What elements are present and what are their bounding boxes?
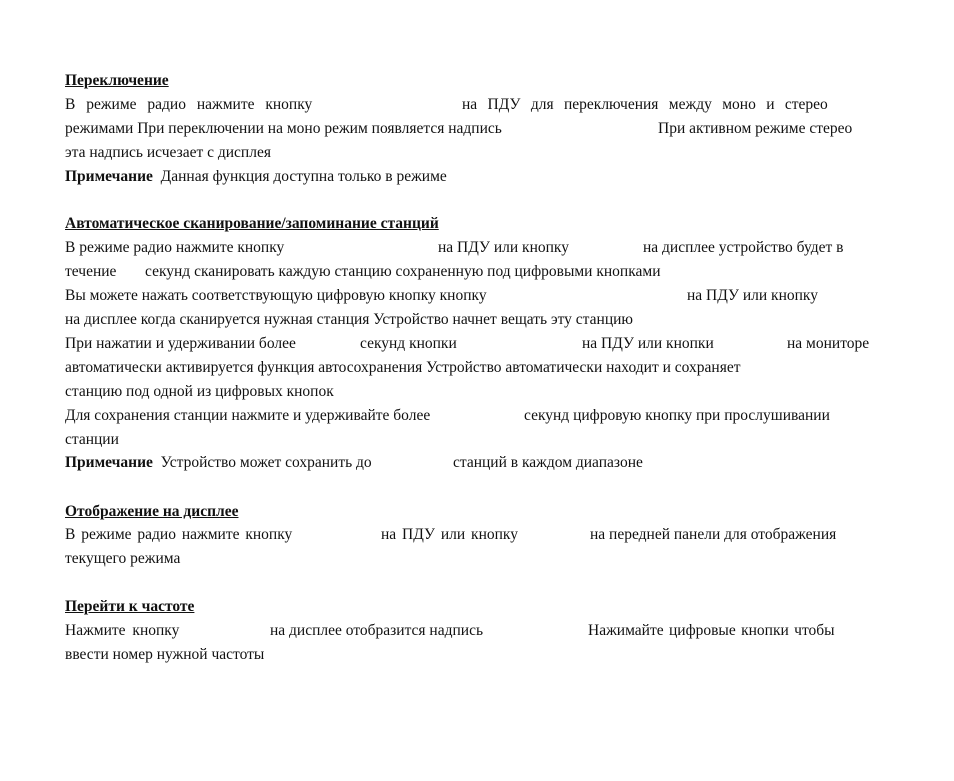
paragraph-line (438, 239, 569, 257)
note-line (65, 168, 447, 186)
paragraph-line (65, 263, 116, 281)
paragraph-line (145, 263, 661, 281)
paragraph-line (65, 526, 292, 544)
paragraph-line (643, 239, 843, 257)
section-heading-display: Отображение на дисплее (65, 503, 239, 520)
paragraph-line (65, 335, 296, 353)
paragraph-line (65, 144, 271, 162)
note-label: Примечание (65, 454, 153, 471)
paragraph-line (65, 311, 633, 329)
text-fragment: режимами При переключении на моно режим появляется надпись (65, 120, 502, 137)
paragraph-line (360, 335, 457, 353)
paragraph-line (65, 431, 119, 449)
text-fragment: течение (65, 263, 117, 280)
text-fragment: При активном режиме стерео (658, 120, 853, 137)
paragraph-line (65, 359, 740, 377)
text-fragment: автоматически активируется функция автосохранения Устройство автоматически находит и сохраняет (65, 359, 741, 376)
text-fragment: Вы можете нажать соответствующую цифровую кнопку кнопку (65, 287, 487, 304)
paragraph-line (65, 96, 312, 114)
text-fragment: на дисплее устройство будет в (643, 239, 844, 256)
paragraph-line (590, 526, 836, 544)
paragraph-line (65, 383, 334, 401)
paragraph-line (65, 622, 179, 640)
paragraph-line (65, 646, 264, 664)
text-fragment: на дисплее когда сканируется нужная станция Устройство начнет вещать эту станцию (65, 311, 633, 328)
text-fragment: текущего режима (65, 550, 181, 567)
paragraph-line (270, 622, 483, 640)
paragraph-line (658, 120, 852, 138)
section-heading-autoscan: Автоматическое сканирование/запоминание станций (65, 215, 439, 232)
text-fragment: на ПДУ или кнопку (687, 287, 818, 304)
text-fragment: Для сохранения станции нажмите и удерживайте более (65, 407, 431, 424)
text-fragment: на ПДУ или кнопку (381, 526, 518, 543)
paragraph-line (65, 407, 430, 425)
text-fragment: ввести номер нужной частоты (65, 646, 265, 663)
text-fragment: эта надпись исчезает с дисплея (65, 144, 271, 161)
text-fragment: секунд кнопки (360, 335, 457, 352)
text-fragment: В режиме радио нажмите кнопку (65, 526, 293, 543)
note-text: Данная функция доступна только в режиме (160, 168, 447, 185)
paragraph-line (787, 335, 869, 353)
note-text: станций в каждом диапазоне (453, 454, 643, 471)
note-line (65, 454, 372, 472)
paragraph-line (524, 407, 830, 425)
paragraph-line (582, 335, 714, 353)
text-fragment: на дисплее отобразится надпись (270, 622, 484, 639)
paragraph-line (65, 239, 284, 257)
note-label: Примечание (65, 168, 153, 185)
paragraph-line (65, 120, 502, 138)
text-fragment: секунд сканировать каждую станцию сохраненную под цифровыми кнопками (145, 263, 661, 280)
paragraph-line (65, 287, 487, 305)
text-fragment: на передней панели для отображения (590, 526, 837, 543)
text-fragment: Нажмите кнопку (65, 622, 180, 639)
text-fragment: При нажатии и удерживании более (65, 335, 296, 352)
text-fragment: секунд цифровую кнопку при прослушивании (524, 407, 830, 424)
paragraph-line (462, 96, 828, 114)
paragraph-line (65, 550, 180, 568)
text-fragment: станцию под одной из цифровых кнопок (65, 383, 334, 400)
text-fragment: на ПДУ или кнопки (582, 335, 714, 352)
note-text: Устройство может сохранить до (160, 454, 372, 471)
text-fragment: станции (65, 431, 119, 448)
note-line-continuation (453, 454, 643, 472)
text-fragment: В режиме радио нажмите кнопку (65, 96, 313, 113)
section-heading-switching: Переключение (65, 72, 169, 89)
text-fragment: Нажимайте цифровые кнопки чтобы (588, 622, 835, 639)
text-fragment: В режиме радио нажмите кнопку (65, 239, 285, 256)
paragraph-line (381, 526, 518, 544)
text-fragment: на мониторе (787, 335, 870, 352)
text-fragment: на ПДУ или кнопку (438, 239, 569, 256)
text-fragment: на ПДУ для переключения между моно и стерео (462, 96, 828, 113)
section-heading-goto-frequency: Перейти к частоте (65, 598, 195, 615)
paragraph-line (687, 287, 818, 305)
paragraph-line (588, 622, 835, 640)
